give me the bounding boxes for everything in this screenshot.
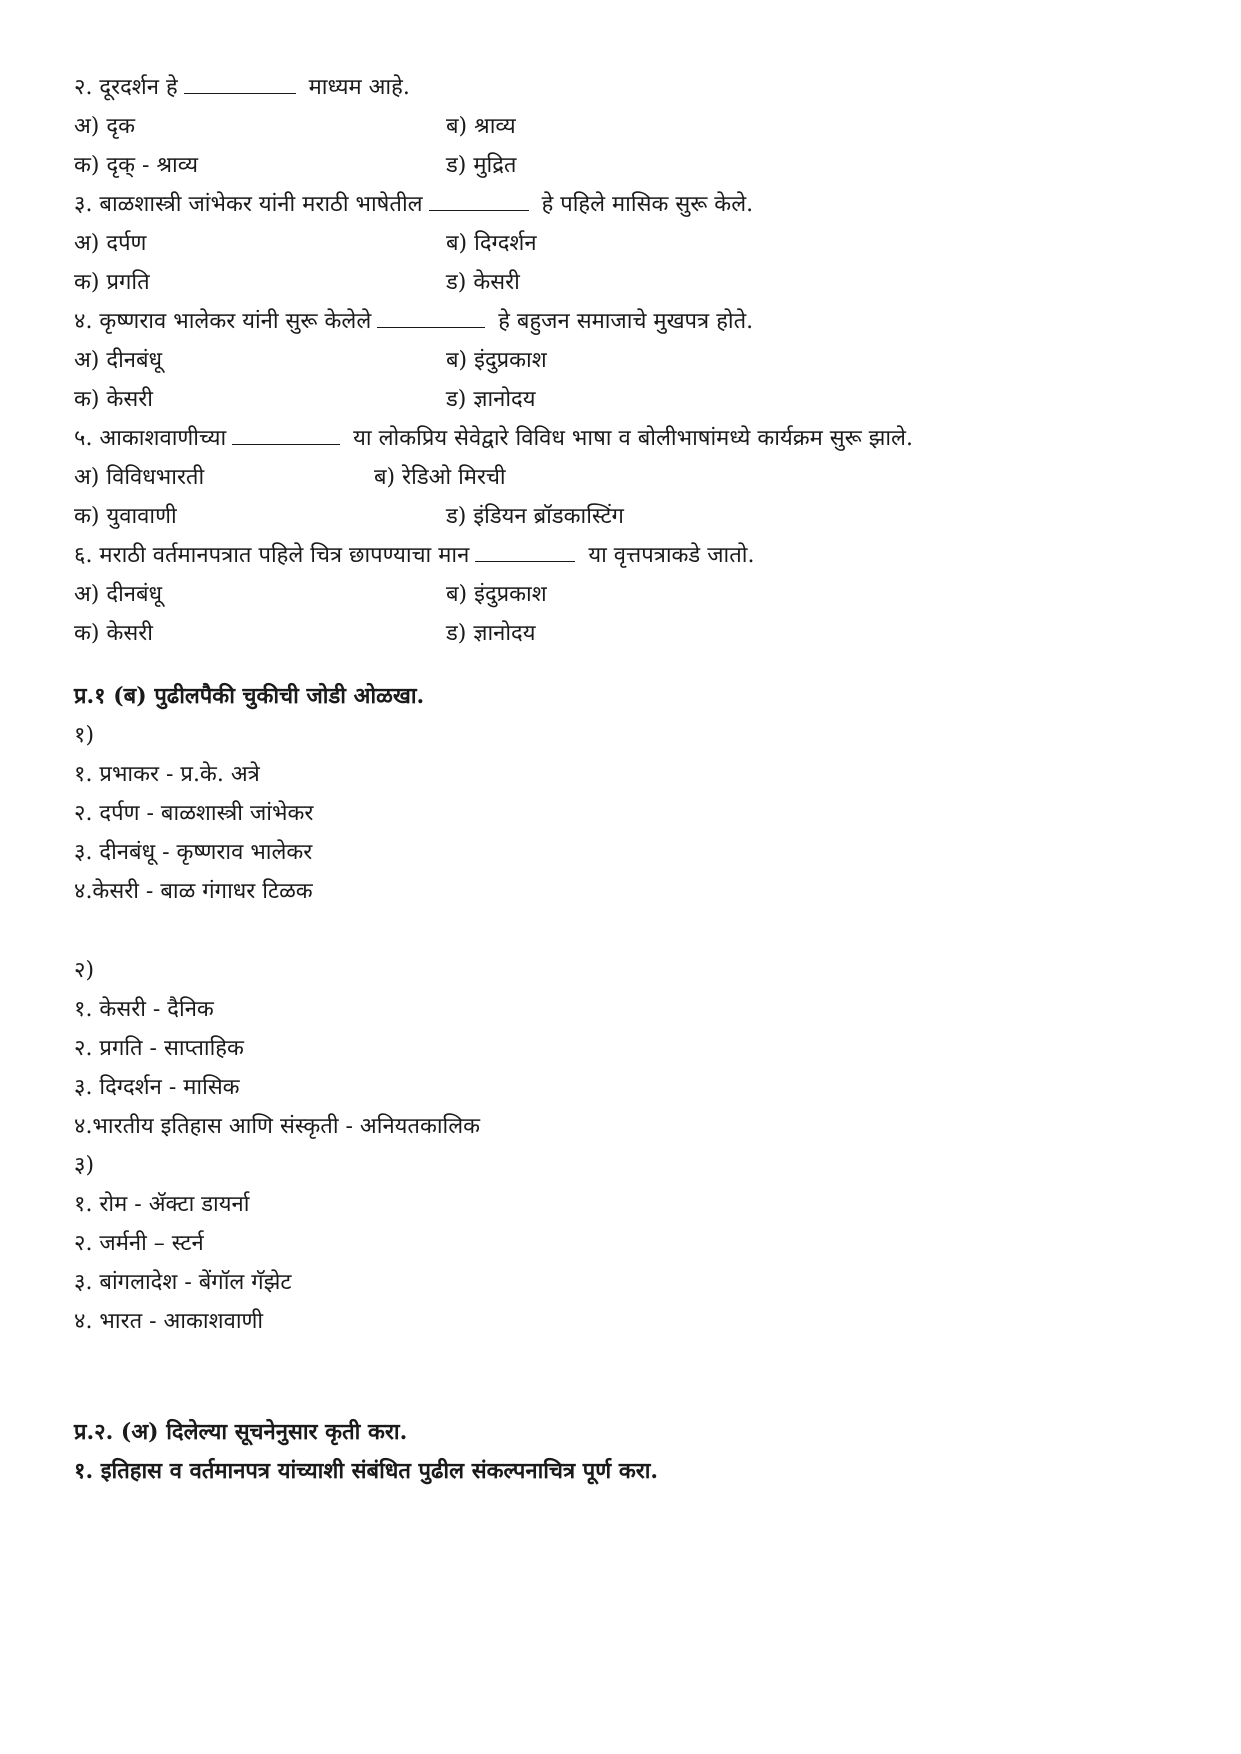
option: ब) दिग्दर्शन xyxy=(446,231,537,256)
section-heading: प्र.१ (ब) पुढीलपैकी चुकीची जोडी ओळखा. xyxy=(74,683,425,709)
options-row xyxy=(74,107,1169,146)
pair-item: २. प्रगति - साप्ताहिक xyxy=(74,1036,244,1061)
options-row xyxy=(74,575,1169,614)
options-row xyxy=(74,146,1169,185)
group-label: १) xyxy=(74,723,95,748)
option: क) दृक् - श्राव्य xyxy=(74,153,199,178)
option: ब) रेडिओ मिरची xyxy=(374,465,506,490)
options-row xyxy=(74,380,1169,419)
options-row xyxy=(74,341,1169,380)
answer-blank xyxy=(232,420,340,445)
pair-item: १. प्रभाकर - प्र.के. अत्रे xyxy=(74,762,260,787)
pair-item: २. जर्मनी – स्टर्न xyxy=(74,1231,204,1256)
pair-item: ३. बांगलादेश - बेंगॉल गॅझेट xyxy=(74,1270,292,1295)
pair-item: ३. दिग्दर्शन - मासिक xyxy=(74,1075,240,1100)
option: ड) मुद्रित xyxy=(446,153,517,178)
options-row xyxy=(74,458,1169,497)
pair-item: २. दर्पण - बाळशास्त्री जांभेकर xyxy=(74,801,314,826)
question-text: या लोकप्रिय सेवेद्वारे विविध भाषा व बोलीभाषांमध्ये कार्यक्रम सुरू झाले. xyxy=(353,426,913,451)
pair-item: ४. भारत - आकाशवाणी xyxy=(74,1309,264,1334)
question-5 xyxy=(74,419,1169,458)
option: अ) दर्पण xyxy=(74,231,147,256)
option: अ) दीनबंधू xyxy=(74,582,163,607)
question-text: ६. मराठी वर्तमानपत्रात पहिले चित्र छापण्याचा मान xyxy=(74,543,470,568)
question-3 xyxy=(74,185,1169,224)
question-text: माध्यम आहे. xyxy=(308,75,410,100)
question-2 xyxy=(74,68,1169,107)
question-text: ५. आकाशवाणीच्या xyxy=(74,426,227,451)
option: क) युवावाणी xyxy=(74,504,177,529)
answer-blank xyxy=(475,537,575,562)
option: ड) केसरी xyxy=(446,270,520,295)
pair-item: ४.केसरी - बाळ गंगाधर टिळक xyxy=(74,879,313,904)
option: क) केसरी xyxy=(74,621,153,646)
option: ब) इंदुप्रकाश xyxy=(446,582,547,607)
question-text: ४. कृष्णराव भालेकर यांनी सुरू केलेले xyxy=(74,309,372,334)
option: ब) इंदुप्रकाश xyxy=(446,348,547,373)
answer-blank xyxy=(429,186,529,211)
option: अ) विविधभारती xyxy=(74,465,205,490)
answer-blank xyxy=(184,69,296,94)
option: ड) इंडियन ब्रॉडकास्टिंग xyxy=(446,504,624,529)
option: अ) दृक xyxy=(74,114,135,139)
option: ड) ज्ञानोदय xyxy=(446,621,536,646)
pair-item: ३. दीनबंधू - कृष्णराव भालेकर xyxy=(74,840,313,865)
group-label: ३) xyxy=(74,1153,95,1178)
question-6 xyxy=(74,536,1169,575)
pair-item: १. केसरी - दैनिक xyxy=(74,997,214,1022)
group-label: २) xyxy=(74,958,95,983)
options-row xyxy=(74,263,1169,302)
question-text: ३. बाळशास्त्री जांभेकर यांनी मराठी भाषेतील xyxy=(74,192,423,217)
options-row xyxy=(74,224,1169,263)
sub-question: १. इतिहास व वर्तमानपत्र यांच्याशी संबंधित पुढील संकल्पनाचित्र पूर्ण करा. xyxy=(74,1458,659,1484)
options-row xyxy=(74,614,1169,653)
pair-item: १. रोम - ॲक्टा डायर्ना xyxy=(74,1192,250,1217)
option: क) प्रगति xyxy=(74,270,150,295)
question-4 xyxy=(74,302,1169,341)
question-text: हे पहिले मासिक सुरू केले. xyxy=(541,192,754,217)
option: ब) श्राव्य xyxy=(446,114,516,139)
options-row xyxy=(74,497,1169,536)
option: ड) ज्ञानोदय xyxy=(446,387,536,412)
option: क) केसरी xyxy=(74,387,153,412)
question-text: हे बहुजन समाजाचे मुखपत्र होते. xyxy=(498,309,754,334)
pair-item: ४.भारतीय इतिहास आणि संस्कृती - अनियतकालिक xyxy=(74,1114,481,1139)
answer-blank xyxy=(377,303,485,328)
question-text: या वृत्तपत्राकडे जातो. xyxy=(588,543,755,568)
question-text: २. दूरदर्शन हे xyxy=(74,75,178,100)
section-heading: प्र.२. (अ) दिलेल्या सूचनेनुसार कृती करा. xyxy=(74,1419,408,1445)
option: अ) दीनबंधू xyxy=(74,348,163,373)
